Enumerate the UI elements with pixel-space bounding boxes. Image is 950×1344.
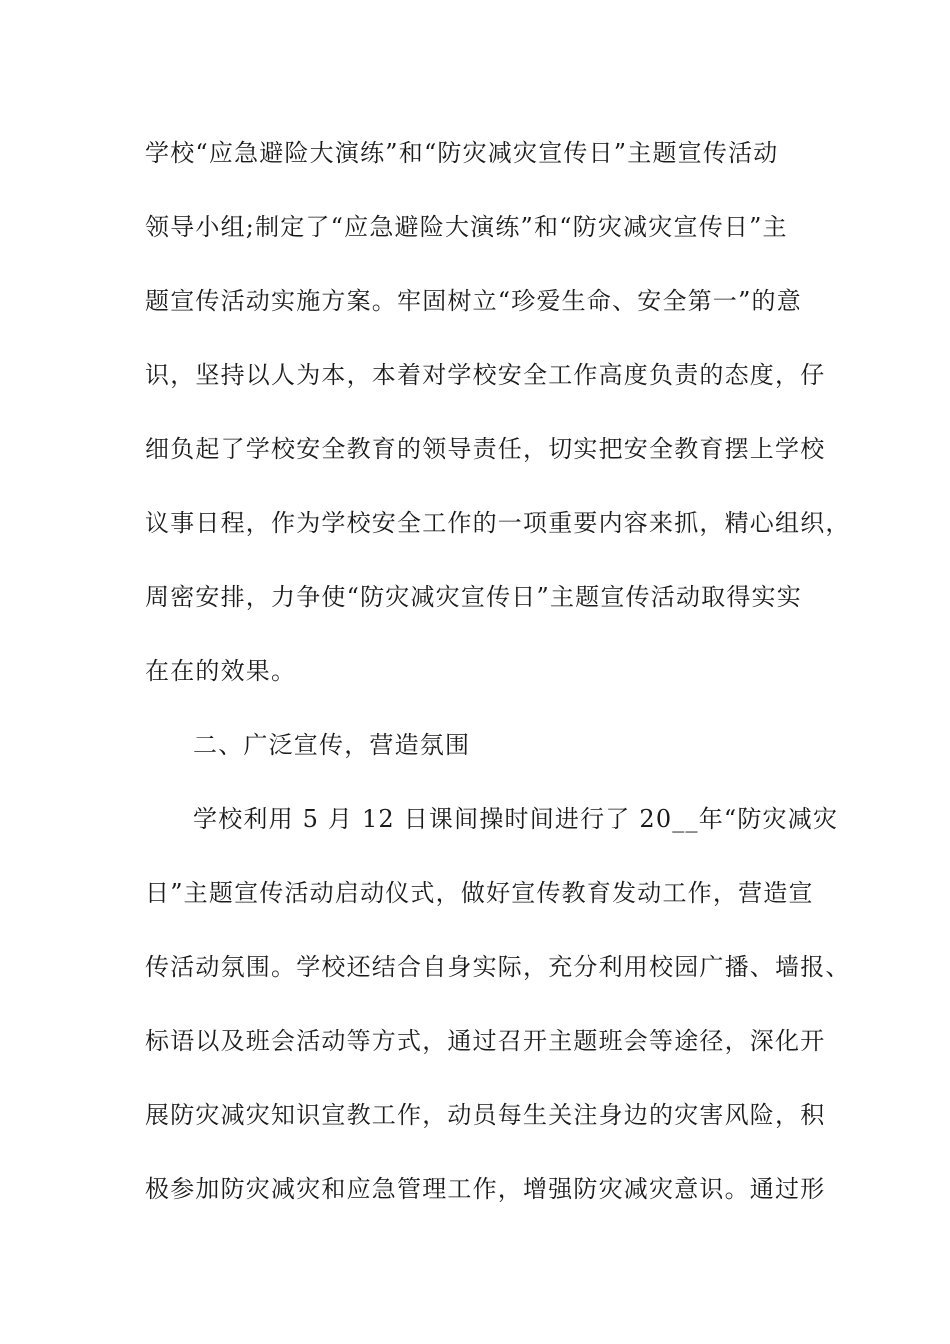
paragraph-line: 细负起了学校安全教育的领导责任，切实把安全教育摆上学校 [145, 435, 826, 463]
paragraph-line: 学校“应急避险大演练”和“防灾减灾宣传日”主题宣传活动 [145, 139, 779, 167]
section-heading: 二、广泛宣传，营造氛围 [193, 731, 471, 759]
paragraph-line: 领导小组;制定了“应急避险大演练”和“防灾减灾宣传日”主 [145, 213, 788, 241]
paragraph-line: 周密安排，力争使“防灾减灾宣传日”主题宣传活动取得实实 [145, 583, 802, 611]
paragraph-line: 议事日程，作为学校安全工作的一项重要内容来抓，精心组织， [145, 509, 851, 537]
paragraph-line: 题宣传活动实施方案。牢固树立“珍爱生命、安全第一”的意 [145, 287, 802, 315]
paragraph-line: 标语以及班会活动等方式，通过召开主题班会等途径，深化开 [145, 1027, 826, 1055]
paragraph-line: 展防灾减灾知识宣教工作，动员每生关注身边的灾害风险，积 [145, 1101, 826, 1129]
paragraph-line: 识，坚持以人为本，本着对学校安全工作高度负责的态度，仔 [145, 361, 826, 389]
paragraph-line: 极参加防灾减灾和应急管理工作，增强防灾减灾意识。通过形 [145, 1175, 826, 1203]
paragraph-line: 传活动氛围。学校还结合自身实际，充分利用校园广播、墙报、 [145, 953, 851, 981]
paragraph-line: 学校利用 5 月 12 日课间操时间进行了 20__年“防灾减灾 [193, 805, 839, 833]
paragraph-line: 在在的效果。 [145, 657, 297, 685]
paragraph-line: 日”主题宣传活动启动仪式，做好宣传教育发动工作，营造宣 [145, 879, 814, 907]
